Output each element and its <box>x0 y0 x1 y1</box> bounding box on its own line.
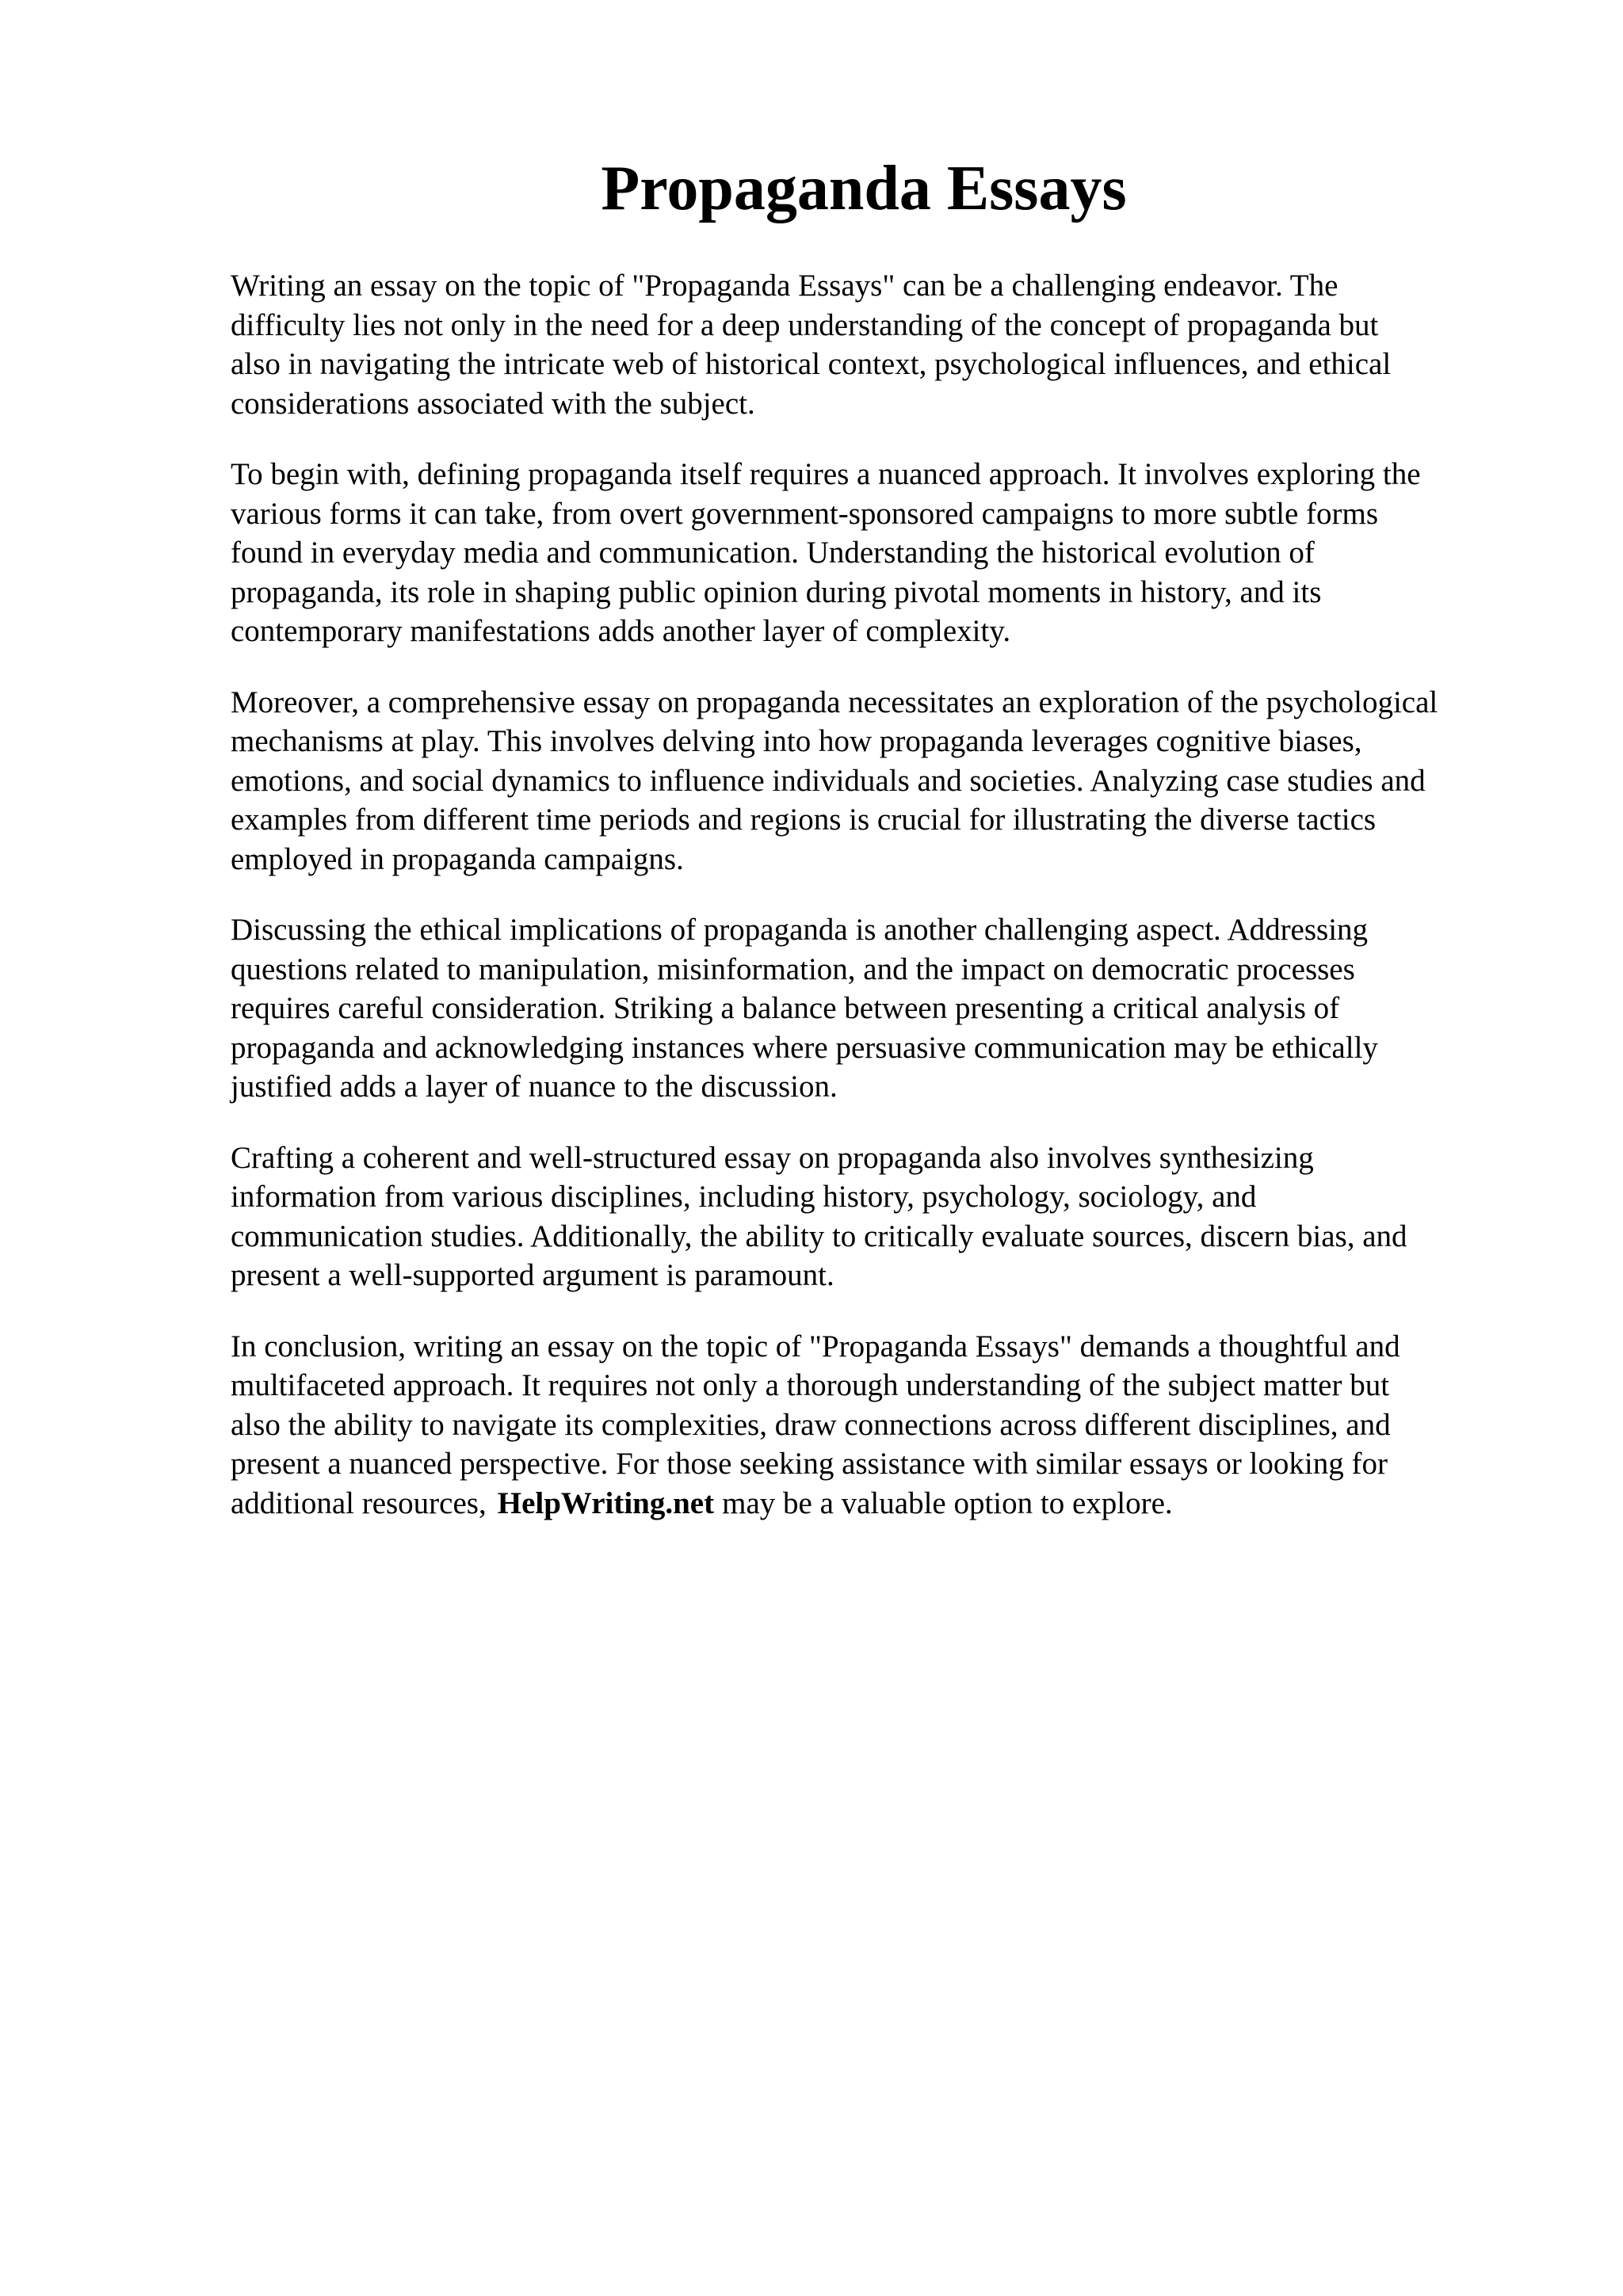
text-line: present a nuanced perspective. For those seeking assistance with similar essays or looking for <box>231 1447 1388 1481</box>
text-line: various forms it can take, from overt government-sponsored campaigns to more subtle forms <box>231 496 1379 531</box>
text-line: difficulty lies not only in the need for a deep understanding of the concept of propaganda but <box>231 307 1379 342</box>
text-line: considerations associated with the subject. <box>231 386 755 421</box>
text-line: In conclusion, writing an essay on the topic of "Propaganda Essays" demands a thoughtful and <box>231 1329 1400 1363</box>
text-line: also in navigating the intricate web of historical context, psychological influences, and ethical <box>231 347 1392 381</box>
text-line: Writing an essay on the topic of "Propaganda Essays" can be a challenging endeavor. The <box>231 269 1338 303</box>
text-line: information from various disciplines, including history, psychology, sociology, and <box>231 1180 1257 1214</box>
text-line: multifaceted approach. It requires not only a thorough understanding of the subject matter but <box>231 1368 1390 1402</box>
text-line: also the ability to navigate its complexities, draw connections across different disciplines, and <box>231 1407 1391 1442</box>
text-line: present a well-supported argument is paramount. <box>231 1258 834 1292</box>
text-segment: additional resources, <box>231 1486 487 1520</box>
text-line: employed in propaganda campaigns. <box>231 841 684 876</box>
text-line: contemporary manifestations adds another layer of complexity. <box>231 614 1011 648</box>
text-line: propaganda, its role in shaping public opinion during pivotal moments in history, and its <box>231 574 1322 609</box>
text-line-final <box>231 1484 1514 1524</box>
paragraph-2 <box>231 455 1514 651</box>
paragraph-4 <box>231 910 1514 1107</box>
text-line: Crafting a coherent and well-structured essay on propaganda also involves synthesizing <box>231 1140 1314 1175</box>
text-line: Moreover, a comprehensive essay on propaganda necessitates an exploration of the psychological <box>231 685 1438 719</box>
text-line: communication studies. Additionally, the ability to critically evaluate sources, discern bias, and <box>231 1219 1407 1253</box>
page-title: Propaganda Essays <box>601 154 1127 223</box>
text-line: Discussing the ethical implications of propaganda is another challenging aspect. Addressing <box>231 913 1369 947</box>
text-line: justified adds a layer of nuance to the discussion. <box>231 1070 838 1104</box>
paragraph-3 <box>231 683 1514 879</box>
paragraph-1 <box>231 266 1514 423</box>
text-line: To begin with, defining propaganda itself requires a nuanced approach. It involves exploring the <box>231 457 1421 491</box>
text-line: propaganda and acknowledging instances where persuasive communication may be ethically <box>231 1030 1378 1065</box>
text-line: questions related to manipulation, misinformation, and the impact on democratic processes <box>231 952 1355 986</box>
text-line: found in everyday media and communication. Understanding the historical evolution of <box>231 536 1315 570</box>
essay-body <box>231 266 1514 1554</box>
helpwriting-link[interactable]: HelpWriting.net <box>497 1486 715 1520</box>
paragraph-5 <box>231 1138 1514 1295</box>
text-segment: may be a valuable option to explore. <box>722 1486 1173 1520</box>
text-line: emotions, and social dynamics to influence individuals and societies. Analyzing case studies and <box>231 763 1426 798</box>
text-line: examples from different time periods and regions is crucial for illustrating the diverse tactics <box>231 803 1377 837</box>
text-line: requires careful consideration. Striking a balance between presenting a critical analysis of <box>231 991 1340 1025</box>
text-line: mechanisms at play. This involves delving into how propaganda leverages cognitive biases, <box>231 724 1362 758</box>
paragraph-6 <box>231 1327 1514 1524</box>
